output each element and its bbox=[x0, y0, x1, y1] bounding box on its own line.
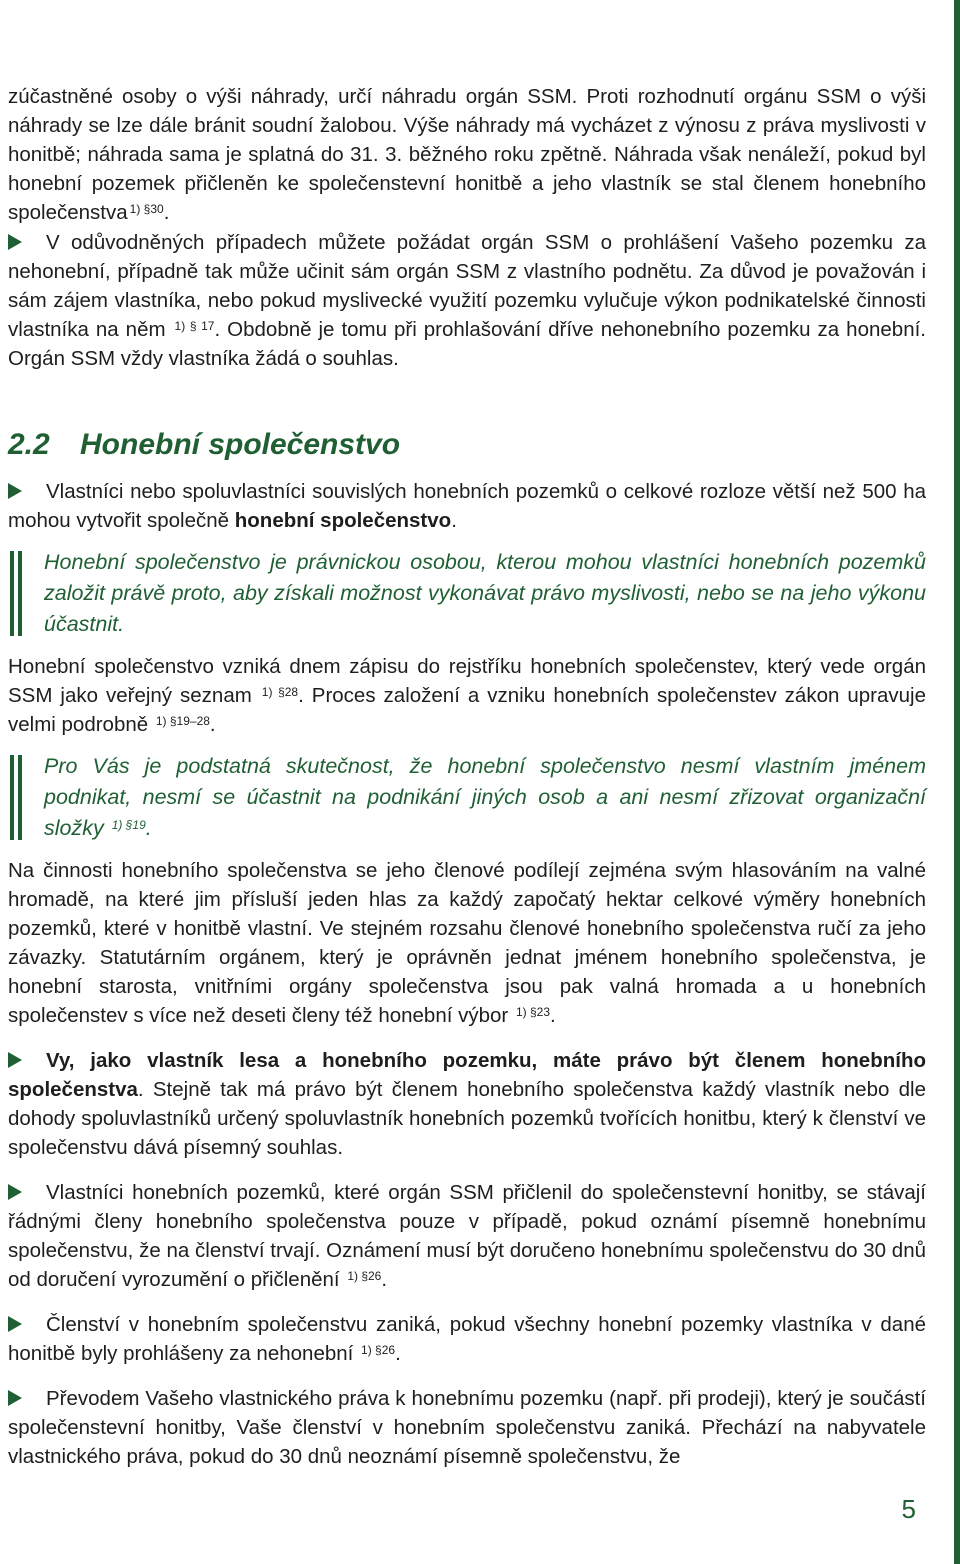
law-reference: 1) §26 bbox=[347, 1269, 382, 1283]
paragraph-membership-right: Vy, jako vlastník lesa a honebního pozemku, máte právo být členem honebního společenstva. Stejně tak má právo být členem honebního společenstva každý vlastník nebo dle dohody spoluvlastníků určený spoluvlastník honebních pozemků tvořících honitbu, který k členství ve společenstvu dává písemný souhlas. bbox=[8, 1049, 926, 1159]
section-number: 2.2 bbox=[8, 428, 50, 461]
quote-text: Honební společenstvo je právnickou osobou, kterou mohou vlastníci honebních pozemků založit právě proto, aby získali možnost vykonávat právo myslivosti, nebo se na jeho výkonu účastnit. bbox=[44, 550, 926, 636]
triangle-bullet-icon bbox=[8, 1184, 22, 1200]
triangle-bullet-icon bbox=[8, 1052, 22, 1068]
double-bar-icon bbox=[10, 551, 22, 636]
section-title: Honební společenstvo bbox=[80, 428, 401, 461]
double-bar-icon bbox=[10, 755, 22, 840]
page-edge-bar bbox=[954, 0, 960, 1564]
paragraph-ownership-transfer: Převodem Vašeho vlastnického práva k honebnímu pozemku (např. při prodeji), který je součástí společenstevní honitby, Vaše členství v honebním společenstvu zaniká. Přechází na nabyvatele vlastnického práva, pokud do 30 dnů neoznámí písemně společenstvu, že bbox=[8, 1387, 926, 1468]
page-number: 5 bbox=[901, 1494, 916, 1524]
triangle-bullet-icon bbox=[8, 234, 22, 250]
section-heading bbox=[8, 427, 926, 463]
paragraph-members: Na činnosti honebního společenstva se jeho členové podílejí zejména svým hlasováním na valné hromadě, na které jim přísluší jeden hlas za každý započatý hektar celkové výměry honebních pozemků, které v honitbě vlastní. Ve stejném rozsahu členové honebního společenstva ručí za jeho závazky. Statutárním orgánem, který je oprávněn jednat jménem honebního společenstva, je honební starosta, vnitřními orgány společenstva jsou pak valná hromada a u honebních společenstev s více než deseti členy též honební výbor $^{1) \S 23}$. bbox=[8, 859, 926, 1027]
law-reference: 1) §30 bbox=[129, 202, 164, 216]
law-reference: 1) §19 bbox=[111, 818, 146, 832]
highlight-quote bbox=[8, 547, 926, 640]
paragraph-registry: Honební společenstvo vzniká dnem zápisu do rejstříku honebních společenstev, který vede orgán SSM jako veřejný seznam $^{1) \S 28}$. Proces založení a vzniku honebních společenstev zákon upravuje velmi podrobně $^{1) \S 19-28}$. bbox=[8, 655, 926, 736]
law-reference: 1) § 17 bbox=[174, 319, 215, 333]
paragraph-non-hunting-land: V odůvodněných případech můžete požádat orgán SSM o prohlášení Vašeho pozemku za nehonební, případně tak může učinit sám orgán SSM z vlastního podnětu. Za důvod je považován i sám zájem vlastníka, nebo pokud myslivecké využití pozemku vylučuje výkon podnikatelské činnosti vlastníka na něm $^{1) \S 17}$. Obdobně je tomu při prohlašování dříve nehonebního pozemku za honební. Orgán SSM vždy vlastníka žádá o souhlas. bbox=[8, 231, 926, 370]
paragraph-attached-owners: Vlastníci honebních pozemků, které orgán SSM přičlenil do společenstevní honitby, se stávají řádnými členy honebního společenstva pouze v případě, pokud oznámí písemně honebnímu společenstvu, že na členství trvají. Oznámení musí být doručeno honebnímu společenstvu do 30 dnů od doručení vyrozumění o přičlenění $^{1) \S 26}$. bbox=[8, 1181, 926, 1291]
law-reference: 1) §28 bbox=[261, 685, 299, 699]
triangle-bullet-icon bbox=[8, 1316, 22, 1332]
bold-statement: Vy, jako vlastník lesa a honebního pozemku, máte právo být členem honebního společenstva bbox=[8, 1049, 926, 1101]
law-reference: 1) §26 bbox=[361, 1343, 396, 1357]
page-content bbox=[8, 82, 926, 1471]
paragraph-founding: Vlastníci nebo spoluvlastníci souvislých honebních pozemků o celkové rozloze větší než 500 ha mohou vytvořit společně honební společenstvo. bbox=[8, 480, 926, 532]
bold-term: honební společenstvo bbox=[234, 509, 452, 532]
triangle-bullet-icon bbox=[8, 483, 22, 499]
triangle-bullet-icon bbox=[8, 1390, 22, 1406]
paragraph-membership-end: Členství v honebním společenstvu zaniká, pokud všechny honební pozemky vlastníka v dané honitbě byly prohlášeny za nehonební $^{1) \S 26}$. bbox=[8, 1313, 926, 1365]
law-reference: 1) §19–28 bbox=[155, 714, 210, 728]
law-reference: 1) §23 bbox=[515, 1005, 550, 1019]
paragraph-compensation: zúčastněné osoby o výši náhrady, určí náhradu orgán SSM. Proti rozhodnutí orgánu SSM o výši náhrady se lze dále bránit soudní žalobou. Výše náhrady má vycházet z výnosu z práva myslivosti v honitbě; náhrada sama je splatná do 31. 3. běžného roku zpětně. Náhrada však nenáleží, pokud byl honební pozemek přičleněn ke společenstevní honitbě a jeho vlastník se stal členem honebního společenstva $^{1) \S 30}$. bbox=[8, 85, 926, 224]
highlight-quote bbox=[8, 751, 926, 844]
quote-text: Pro Vás je podstatná skutečnost, že honební společenstvo nesmí vlastním jménem podnikat, nesmí se účastnit na podnikání jiných osob a ani nesmí zřizovat organizační složky $^{1) \S 19}$. bbox=[44, 754, 926, 840]
